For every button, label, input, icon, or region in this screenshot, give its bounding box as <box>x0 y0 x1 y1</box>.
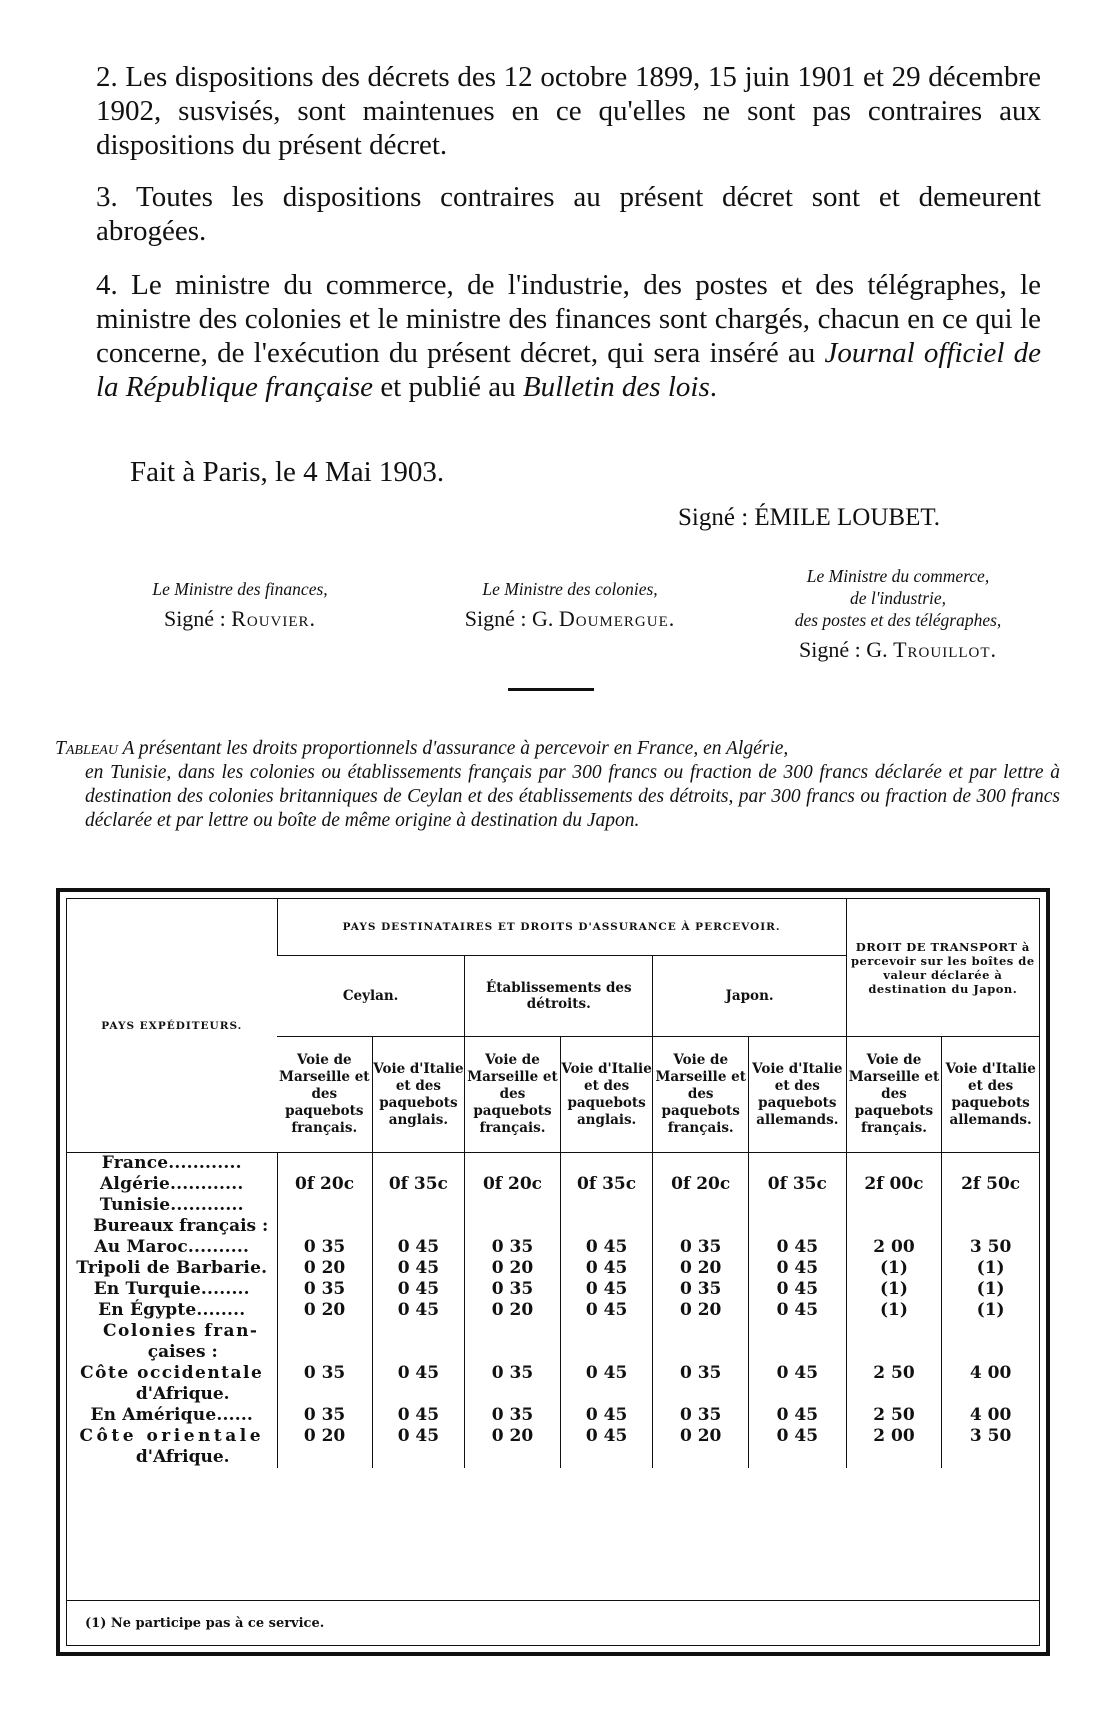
value-blank <box>278 1153 372 1174</box>
value-cote-or-1: 0 45 <box>397 1426 440 1446</box>
value-blank <box>653 1447 748 1468</box>
value-blank <box>749 1195 846 1216</box>
value-turquie-6: (1) <box>880 1279 908 1299</box>
value-france-group-6: 2f 00c <box>864 1174 924 1194</box>
value-france-group-1: 0f 35c <box>388 1174 448 1194</box>
sub-japon-marseille: Voie de Marseille et des paquebots français. <box>653 1037 749 1153</box>
signature-commerce-role-1: Le Ministre du commerce, <box>806 566 990 586</box>
signature-president: Signé : ÉMILE LOUBET. <box>678 504 940 531</box>
value-amerique-7: 4 00 <box>969 1405 1012 1425</box>
signature-commerce-role-2: de l'industrie, <box>849 588 947 608</box>
value-blank <box>653 1342 748 1363</box>
value-egypte-4: 0 20 <box>679 1300 722 1320</box>
value-blank <box>561 1195 653 1216</box>
value-blank <box>561 1321 653 1342</box>
value-blank <box>749 1342 846 1363</box>
signature-colonies <box>425 578 715 633</box>
value-blank <box>561 1447 653 1468</box>
value-egypte-1: 0 45 <box>397 1300 440 1320</box>
col-ceylan-italie <box>372 1153 465 1469</box>
value-cote-or-5: 0 45 <box>776 1426 819 1446</box>
signature-colonies-name <box>425 605 715 633</box>
value-blank <box>749 1447 846 1468</box>
label-bureaux-francais: Bureaux français : <box>93 1216 269 1236</box>
value-blank <box>942 1384 1039 1405</box>
footnote-rule <box>67 1600 1039 1601</box>
row-labels <box>67 1153 277 1469</box>
value-blank <box>942 1447 1039 1468</box>
label-amerique: En Amérique...... <box>90 1405 254 1425</box>
article-3-text: 3. Toutes les dispositions contraires au présent décret sont et demeurent abrogées. <box>96 181 1041 247</box>
col-transport-marseille <box>846 1153 942 1469</box>
group-ceylan: Ceylan. <box>277 956 465 1037</box>
label-maroc: Au Maroc.......... <box>94 1237 250 1257</box>
tariff-table <box>67 899 1039 1468</box>
value-blank <box>847 1321 942 1342</box>
value-tripoli-7: (1) <box>976 1258 1005 1278</box>
value-blank <box>942 1195 1039 1216</box>
signature-finances-surname: Rouvier. <box>231 606 317 631</box>
value-cote-occ-3: 0 45 <box>585 1363 628 1383</box>
article-4-text-b: et publié au <box>373 371 523 403</box>
value-blank <box>278 1321 372 1342</box>
value-blank <box>653 1195 748 1216</box>
signature-commerce-surname: Trouillot. <box>893 637 998 662</box>
value-blank <box>373 1447 465 1468</box>
value-blank <box>942 1216 1039 1237</box>
label-egypte: En Égypte........ <box>98 1300 246 1320</box>
value-maroc-0: 0 35 <box>303 1237 346 1257</box>
value-maroc-1: 0 45 <box>397 1237 440 1257</box>
sub-detroits-marseille: Voie de Marseille et des paquebots français. <box>465 1037 561 1153</box>
sub-detroits-italie: Voie d'Italie et des paquebots anglais. <box>560 1037 653 1153</box>
value-blank <box>942 1321 1039 1342</box>
group-japon: Japon. <box>653 956 846 1037</box>
label-colonies-1: Colonies fran- <box>103 1321 259 1341</box>
value-tripoli-1: 0 45 <box>397 1258 440 1278</box>
value-egypte-3: 0 45 <box>585 1300 628 1320</box>
value-france-group-2: 0f 20c <box>482 1174 543 1194</box>
journal-officiel-title: Journal officiel de la République française <box>96 337 1041 403</box>
value-cote-occ-4: 0 35 <box>679 1363 722 1383</box>
value-turquie-0: 0 35 <box>303 1279 346 1299</box>
value-amerique-6: 2 50 <box>873 1405 915 1425</box>
value-blank <box>653 1216 748 1237</box>
value-cote-occ-6: 2 50 <box>873 1363 915 1383</box>
sub-ceylan-italie: Voie d'Italie et des paquebots anglais. <box>372 1037 465 1153</box>
header-droits-assurance: PAYS DESTINATAIRES ET DROITS D'ASSURANCE À PERCEVOIR. <box>277 899 846 956</box>
group-detroits: Établissements des détroits. <box>465 956 653 1037</box>
value-blank <box>942 1342 1039 1363</box>
sub-japon-italie: Voie d'Italie et des paquebots allemands. <box>748 1037 846 1153</box>
value-blank <box>373 1321 465 1342</box>
article-3 <box>96 180 1041 248</box>
value-amerique-4: 0 35 <box>679 1405 722 1425</box>
value-cote-occ-5: 0 45 <box>776 1363 819 1383</box>
bulletin-des-lois-title: Bulletin des lois <box>522 371 710 403</box>
value-cote-or-4: 0 20 <box>679 1426 722 1446</box>
signature-finances-name <box>110 605 370 633</box>
value-blank <box>561 1342 653 1363</box>
value-blank <box>278 1384 372 1405</box>
value-tripoli-3: 0 45 <box>585 1258 628 1278</box>
value-blank <box>465 1384 560 1405</box>
value-blank <box>653 1153 748 1174</box>
value-amerique-2: 0 35 <box>491 1405 534 1425</box>
article-4 <box>96 268 1041 404</box>
signature-commerce <box>738 565 1058 664</box>
sub-transport-marseille: Voie de Marseille et des paquebots français. <box>846 1037 942 1153</box>
value-france-group-3: 0f 35c <box>577 1174 637 1194</box>
value-egypte-0: 0 20 <box>303 1300 346 1320</box>
value-tripoli-4: 0 20 <box>679 1258 722 1278</box>
value-blank <box>653 1321 748 1342</box>
value-maroc-3: 0 45 <box>585 1237 628 1257</box>
value-cote-occ-2: 0 35 <box>491 1363 534 1383</box>
value-tripoli-5: 0 45 <box>776 1258 819 1278</box>
value-turquie-4: 0 35 <box>679 1279 722 1299</box>
signature-colonies-prefix: Signé : G. <box>464 606 559 631</box>
value-egypte-7: (1) <box>976 1300 1005 1320</box>
label-algerie: Algérie............ <box>100 1174 244 1194</box>
article-2-text: 2. Les dispositions des décrets des 12 octobre 1899, 15 juin 1901 et 29 décembre 1902, susvisés, sont maintenues en ce qu'elles ne sont pas contraires aux dispositions du présent décret. <box>96 61 1041 161</box>
value-turquie-7: (1) <box>976 1279 1005 1299</box>
article-4-text-c: . <box>709 371 717 403</box>
col-transport-italie <box>942 1153 1039 1469</box>
signature-finances-prefix: Signé : <box>163 606 232 631</box>
value-blank <box>373 1153 465 1174</box>
signature-colonies-surname: Doumergue. <box>558 606 676 631</box>
value-blank <box>465 1342 560 1363</box>
value-blank <box>749 1216 846 1237</box>
value-cote-or-0: 0 20 <box>303 1426 346 1446</box>
value-egypte-6: (1) <box>880 1300 908 1320</box>
col-detroits-marseille <box>465 1153 561 1469</box>
signature-commerce-prefix: Signé : G. <box>798 637 894 662</box>
caption-lead: Tableau <box>55 738 118 759</box>
label-cote-orientale-2: d'Afrique. <box>135 1447 230 1467</box>
value-blank <box>847 1447 942 1468</box>
label-colonies-2: çaises : <box>147 1342 218 1362</box>
value-blank <box>561 1384 653 1405</box>
separator-rule <box>508 688 594 691</box>
value-cote-or-3: 0 45 <box>585 1426 628 1446</box>
value-blank <box>749 1153 846 1174</box>
footnote: (1) Ne participe pas à ce service. <box>85 1616 325 1631</box>
value-blank <box>465 1216 560 1237</box>
value-blank <box>373 1342 465 1363</box>
signature-finances <box>110 578 370 633</box>
signature-finances-role: Le Ministre des finances, <box>152 579 328 599</box>
value-cote-or-7: 3 50 <box>969 1426 1012 1446</box>
value-blank <box>847 1153 942 1174</box>
caption-rest: en Tunisie, dans les colonies ou établissements français par 300 francs ou fraction de 300 francs déclarée et par lettre à destination des colonies britanniques de Ceylan et des établissements des détroits, par 300 francs ou fraction de 300 francs déclarée et par lettre ou boîte de même origine à destination du Japon. <box>85 762 1060 831</box>
value-maroc-5: 0 45 <box>776 1237 819 1257</box>
value-blank <box>465 1153 560 1174</box>
value-turquie-5: 0 45 <box>776 1279 819 1299</box>
signature-commerce-role-3: des postes et des télégraphes, <box>794 610 1002 630</box>
value-blank <box>561 1216 653 1237</box>
value-blank <box>653 1384 748 1405</box>
tariff-table-inner-frame <box>66 898 1040 1646</box>
value-france-group-0: 0f 20c <box>295 1174 355 1194</box>
signature-colonies-role: Le Ministre des colonies, <box>482 579 658 599</box>
value-amerique-5: 0 45 <box>776 1405 819 1425</box>
value-france-group-4: 0f 20c <box>671 1174 731 1194</box>
value-maroc-4: 0 35 <box>679 1237 722 1257</box>
value-blank <box>373 1384 465 1405</box>
tariff-table-frame <box>56 888 1050 1656</box>
value-egypte-5: 0 45 <box>776 1300 819 1320</box>
value-blank <box>465 1195 560 1216</box>
value-blank <box>278 1195 372 1216</box>
label-tunisie: Tunisie............ <box>99 1195 244 1215</box>
sub-ceylan-marseille: Voie de Marseille et des paquebots français. <box>279 1052 370 1136</box>
value-cote-or-6: 2 00 <box>873 1426 915 1446</box>
sub-transport-italie: Voie d'Italie et des paquebots allemands. <box>942 1037 1039 1153</box>
value-blank <box>373 1195 465 1216</box>
value-blank <box>847 1342 942 1363</box>
value-blank <box>465 1447 560 1468</box>
col-ceylan-marseille <box>277 1153 372 1469</box>
value-cote-or-2: 0 20 <box>491 1426 534 1446</box>
col-japon-italie <box>748 1153 846 1469</box>
table-caption <box>55 737 1060 833</box>
value-turquie-1: 0 45 <box>397 1279 440 1299</box>
caption-line-1: A présentant les droits proportionnels d'assurance à percevoir en France, en Algérie, <box>117 738 789 759</box>
value-cote-occ-7: 4 00 <box>969 1363 1012 1383</box>
value-amerique-1: 0 45 <box>397 1405 440 1425</box>
value-blank <box>942 1153 1039 1174</box>
value-maroc-7: 3 50 <box>969 1237 1012 1257</box>
value-blank <box>847 1384 942 1405</box>
label-cote-occidentale-2: d'Afrique. <box>135 1384 230 1404</box>
value-blank <box>278 1447 372 1468</box>
label-cote-occidentale-1: Côte occidentale <box>80 1363 264 1383</box>
value-turquie-2: 0 35 <box>491 1279 534 1299</box>
value-france-group-7: 2f 50c <box>961 1174 1021 1194</box>
label-france: France............ <box>101 1153 242 1173</box>
article-2 <box>96 60 1041 162</box>
fait-a-paris: Fait à Paris, le 4 Mai 1903. <box>130 456 445 488</box>
value-blank <box>749 1321 846 1342</box>
value-tripoli-6: (1) <box>880 1258 908 1278</box>
col-detroits-italie <box>560 1153 653 1469</box>
value-maroc-6: 2 00 <box>873 1237 915 1257</box>
value-amerique-0: 0 35 <box>303 1405 346 1425</box>
value-blank <box>847 1216 942 1237</box>
value-tripoli-0: 0 20 <box>303 1258 346 1278</box>
header-pays-expediteurs: PAYS EXPÉDITEURS. <box>101 1019 243 1032</box>
value-cote-occ-0: 0 35 <box>303 1363 346 1383</box>
value-blank <box>278 1342 372 1363</box>
value-turquie-3: 0 45 <box>585 1279 628 1299</box>
label-cote-orientale-1: Côte orientale <box>79 1426 265 1446</box>
value-france-group-5: 0f 35c <box>767 1174 827 1194</box>
value-blank <box>278 1216 372 1237</box>
col-japon-marseille <box>653 1153 749 1469</box>
value-blank <box>749 1384 846 1405</box>
value-tripoli-2: 0 20 <box>491 1258 534 1278</box>
signature-commerce-name <box>738 636 1058 664</box>
value-amerique-3: 0 45 <box>585 1405 628 1425</box>
value-cote-occ-1: 0 45 <box>397 1363 440 1383</box>
value-blank <box>847 1195 942 1216</box>
value-egypte-2: 0 20 <box>491 1300 534 1320</box>
header-droit-transport: DROIT DE TRANSPORT à percevoir sur les boîtes de valeur déclarée à destination du Japon. <box>846 899 1039 1037</box>
value-blank <box>465 1321 560 1342</box>
label-turquie: En Turquie........ <box>93 1279 250 1299</box>
label-tripoli: Tripoli de Barbarie. <box>76 1258 268 1278</box>
value-maroc-2: 0 35 <box>491 1237 534 1257</box>
article-4-text-a: 4. Le ministre du commerce, de l'industrie, des postes et des télégraphes, le ministre des colonies et le ministre des finances sont chargés, chacun en ce qui le concerne, de l'exécution du présent décret, qui sera inséré au <box>96 269 1041 369</box>
value-blank <box>373 1216 465 1237</box>
value-blank <box>561 1153 653 1174</box>
